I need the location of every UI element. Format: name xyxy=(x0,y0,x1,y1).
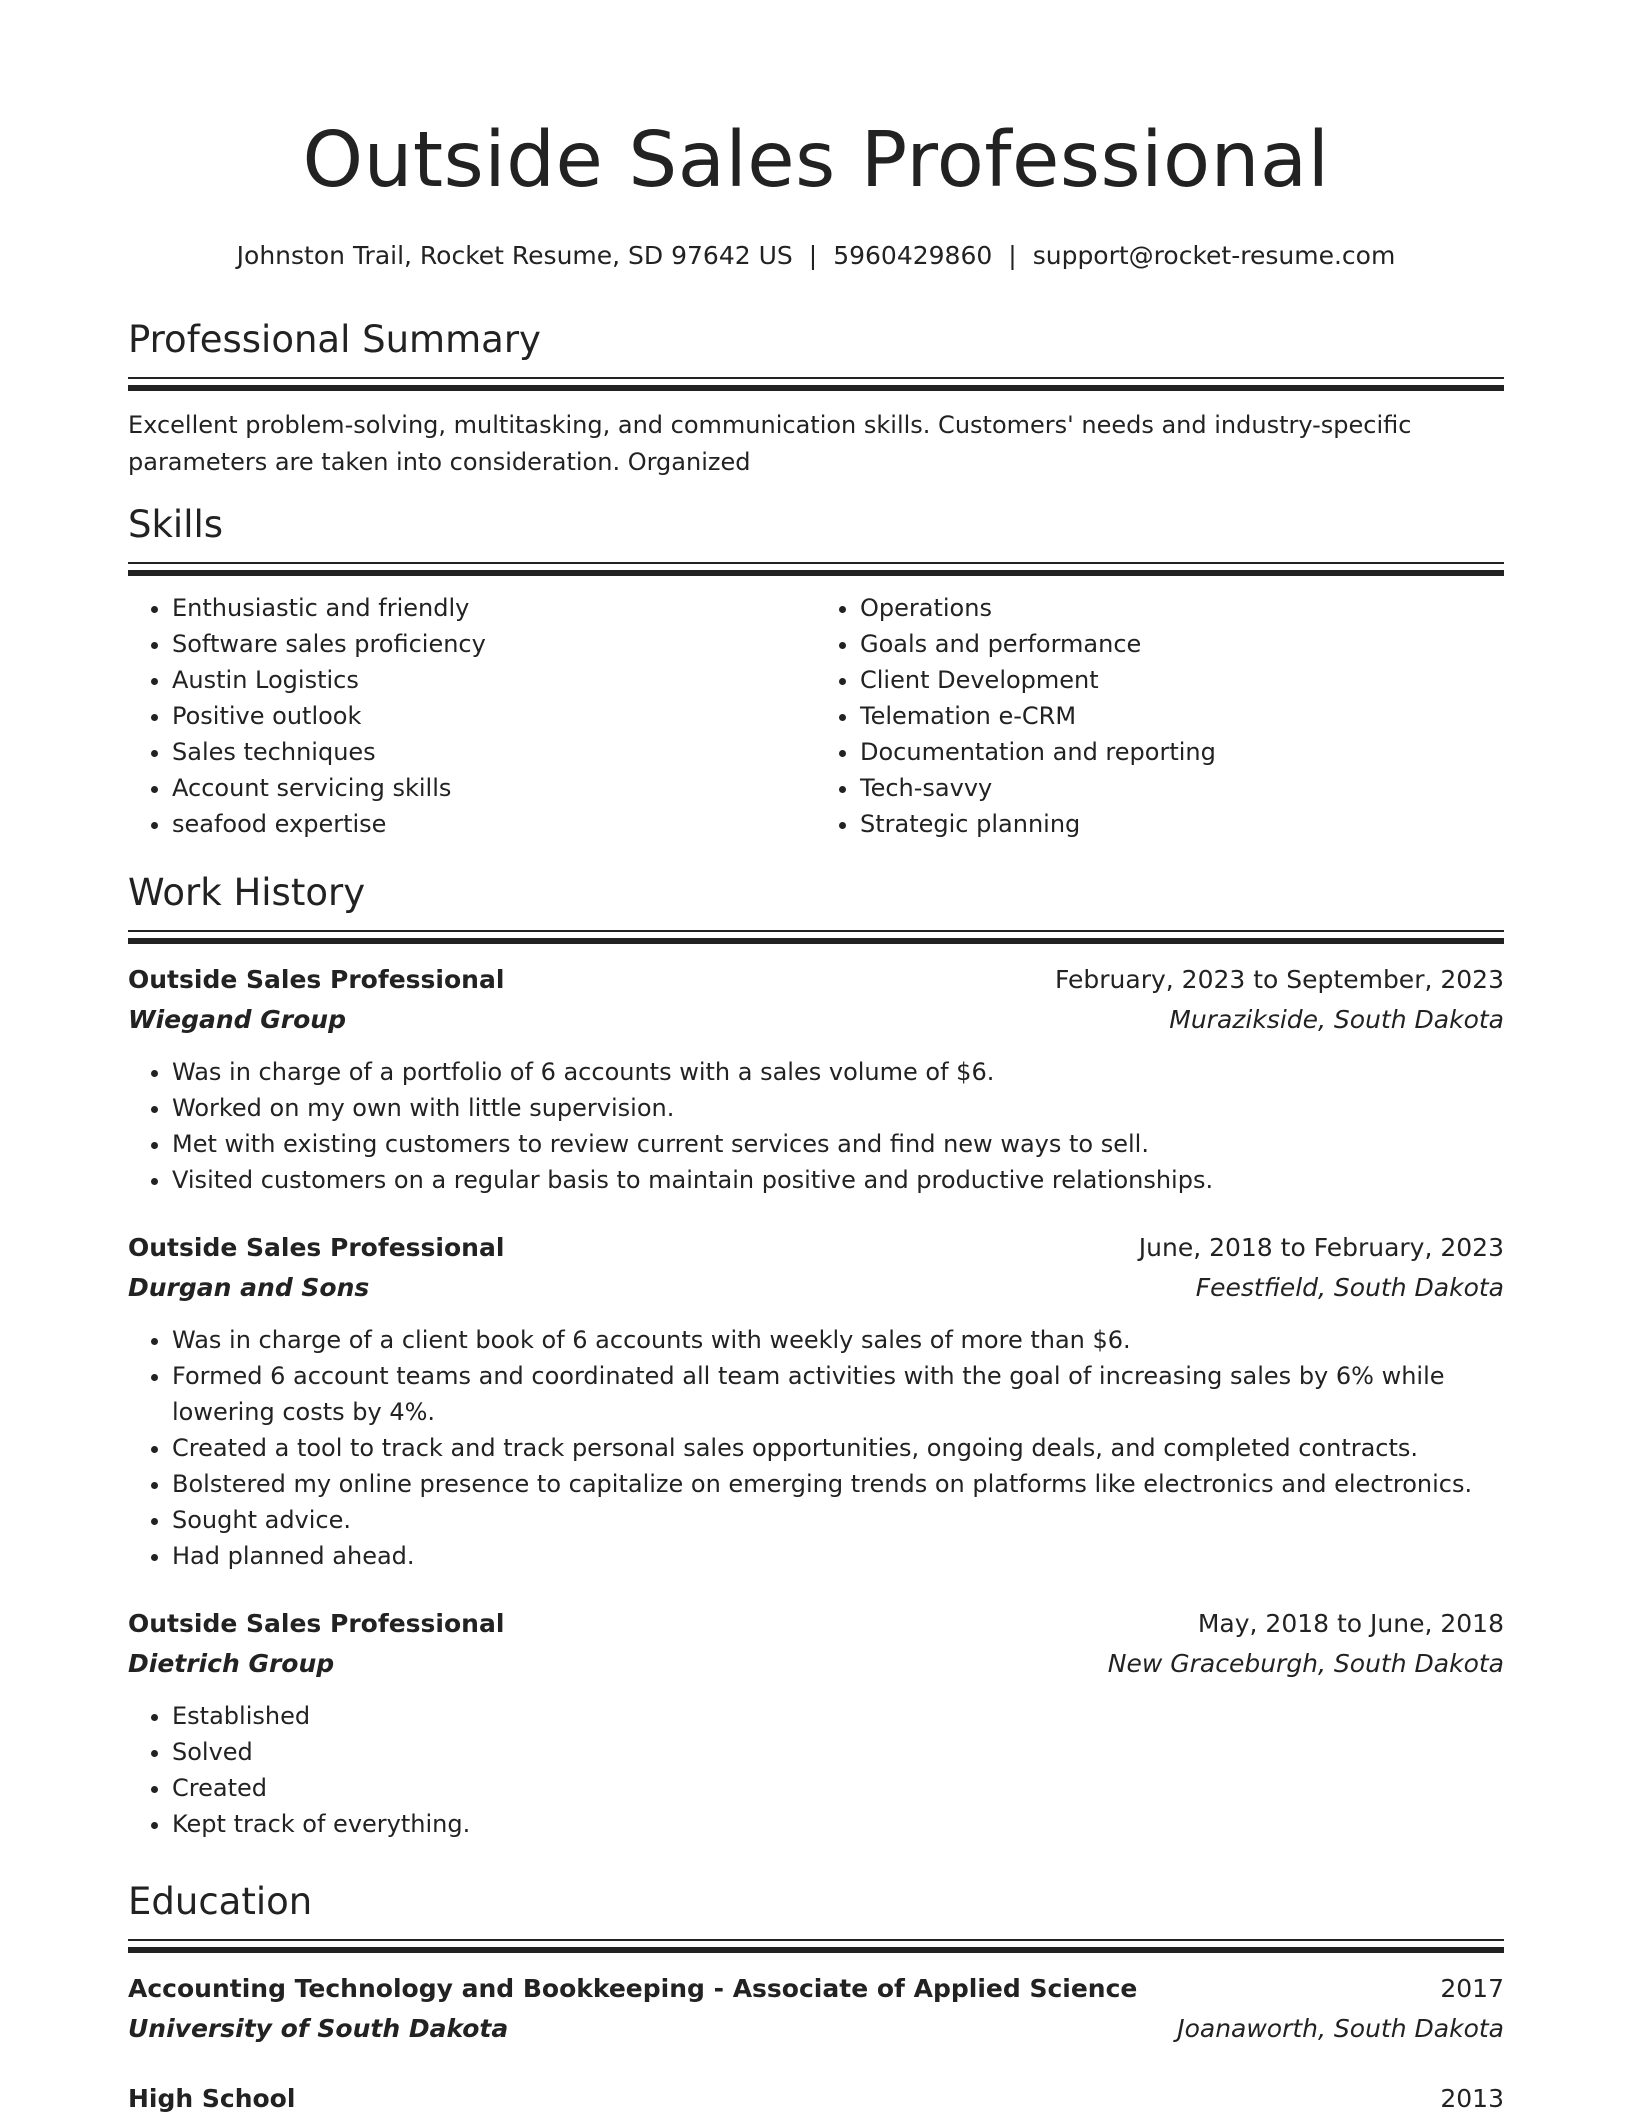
job-header-row xyxy=(128,960,1504,1000)
skill-item: • Enthusiastic and friendly xyxy=(172,590,816,626)
section-divider xyxy=(128,1947,1504,1953)
job-bullet: • Established xyxy=(172,1698,1504,1734)
skill-item: • Software sales proficiency xyxy=(172,626,816,662)
job-subheader-row xyxy=(128,1644,1504,1684)
job-bullet: • Had planned ahead. xyxy=(172,1538,1504,1574)
contact-separator: | xyxy=(808,241,818,270)
section-divider xyxy=(128,930,1504,932)
skill-item: • Operations xyxy=(860,590,1504,626)
skill-item: • Austin Logistics xyxy=(172,662,816,698)
job-entry xyxy=(128,1228,1504,1574)
job-bullet: • Bolstered my online presence to capitalize on emerging trends on platforms like electronics and electronics. xyxy=(172,1466,1504,1502)
job-bullet: • Met with existing customers to review current services and find new ways to sell. xyxy=(172,1126,1504,1162)
education-header-row xyxy=(128,2079,1504,2119)
skill-item: • Positive outlook xyxy=(172,698,816,734)
section-title-education: Education xyxy=(128,1880,313,1923)
education-location: Joanaworth, South Dakota xyxy=(1177,2014,1504,2043)
skill-item: • Strategic planning xyxy=(860,806,1504,842)
job-subheader-row xyxy=(128,1000,1504,1040)
skill-item: • Client Development xyxy=(860,662,1504,698)
job-bullet: • Was in charge of a portfolio of 6 accounts with a sales volume of $6. xyxy=(172,1054,1504,1090)
job-company: Dietrich Group xyxy=(128,1649,335,1678)
skill-item: • Account servicing skills xyxy=(172,770,816,806)
skill-item: • Telemation e-CRM xyxy=(860,698,1504,734)
contact-line xyxy=(128,241,1504,271)
job-bullet: • Solved xyxy=(172,1734,1504,1770)
contact-email: support@rocket-resume.com xyxy=(1032,241,1396,270)
job-bullet: • Created a tool to track and track personal sales opportunities, ongoing deals, and completed contracts. xyxy=(172,1430,1504,1466)
job-company: Durgan and Sons xyxy=(128,1273,370,1302)
contact-separator: | xyxy=(1008,241,1017,270)
job-title: Outside Sales Professional xyxy=(128,1233,505,1262)
job-bullets xyxy=(128,1322,1504,1574)
skill-item: • Tech-savvy xyxy=(860,770,1504,806)
job-location: Feestfield, South Dakota xyxy=(1195,1273,1504,1302)
job-location: New Graceburgh, South Dakota xyxy=(1107,1649,1504,1678)
section-divider xyxy=(128,938,1504,944)
job-bullet: • Created xyxy=(172,1770,1504,1806)
section-divider xyxy=(128,377,1504,379)
job-header-row xyxy=(128,1228,1504,1268)
section-divider xyxy=(128,1939,1504,1941)
job-dates: May, 2018 to June, 2018 xyxy=(1197,1609,1504,1638)
job-bullet: • Kept track of everything. xyxy=(172,1806,1504,1842)
skill-item: • Sales techniques xyxy=(172,734,816,770)
education-section xyxy=(128,1880,1504,2119)
job-subheader-row xyxy=(128,1268,1504,1308)
job-title: Outside Sales Professional xyxy=(128,965,505,994)
job-bullet: • Was in charge of a client book of 6 accounts with weekly sales of more than $6. xyxy=(172,1322,1504,1358)
section-divider xyxy=(128,385,1504,391)
job-bullets xyxy=(128,1698,1504,1842)
work-history-section xyxy=(128,871,1504,1842)
skill-item: • seafood expertise xyxy=(172,806,816,842)
job-dates: June, 2018 to February, 2023 xyxy=(1138,1233,1504,1262)
contact-address: Johnston Trail, Rocket Resume, SD 97642 US xyxy=(236,241,793,270)
summary-section xyxy=(128,318,1504,481)
education-header-row xyxy=(128,1969,1504,2009)
job-location: Murazikside, South Dakota xyxy=(1169,1005,1504,1034)
section-divider xyxy=(128,562,1504,564)
education-degree: Accounting Technology and Bookkeeping - Associate of Applied Science xyxy=(128,1974,1138,2003)
job-bullet: • Formed 6 account teams and coordinated all team activities with the goal of increasing sales by 6% while lowering costs by 4%. xyxy=(172,1358,1504,1430)
job-bullet: • Visited customers on a regular basis to maintain positive and productive relationships. xyxy=(172,1162,1504,1198)
education-entry xyxy=(128,2079,1504,2119)
job-bullet: • Worked on my own with little supervision. xyxy=(172,1090,1504,1126)
job-entry xyxy=(128,960,1504,1198)
resume-title: Outside Sales Professional xyxy=(302,116,1330,205)
job-header-row xyxy=(128,1604,1504,1644)
skills-list-left xyxy=(128,590,816,842)
skills-columns xyxy=(128,590,1504,842)
education-year: 2017 xyxy=(1440,1974,1504,2003)
contact-phone: 5960429860 xyxy=(833,241,993,270)
education-entry xyxy=(128,1969,1504,2049)
job-title: Outside Sales Professional xyxy=(128,1609,505,1638)
education-school: University of South Dakota xyxy=(128,2014,509,2043)
job-bullets xyxy=(128,1054,1504,1198)
education-subheader-row xyxy=(128,2009,1504,2049)
skill-item: • Documentation and reporting xyxy=(860,734,1504,770)
section-title-work-history: Work History xyxy=(128,871,366,914)
section-title-summary: Professional Summary xyxy=(128,318,541,361)
skills-section xyxy=(128,503,1504,842)
job-entry xyxy=(128,1604,1504,1842)
section-divider xyxy=(128,570,1504,576)
skill-item: • Goals and performance xyxy=(860,626,1504,662)
education-year: 2013 xyxy=(1440,2084,1504,2113)
summary-text: Excellent problem-solving, multitasking, and communication skills. Customers' needs and industry-specific parameters are taken into consideration. Organized xyxy=(128,411,1412,476)
education-degree: High School xyxy=(128,2084,296,2113)
job-dates: February, 2023 to September, 2023 xyxy=(1055,965,1504,994)
section-title-skills: Skills xyxy=(128,503,224,546)
job-bullet: • Sought advice. xyxy=(172,1502,1504,1538)
skills-list-right xyxy=(816,590,1504,842)
job-company: Wiegand Group xyxy=(128,1005,346,1034)
